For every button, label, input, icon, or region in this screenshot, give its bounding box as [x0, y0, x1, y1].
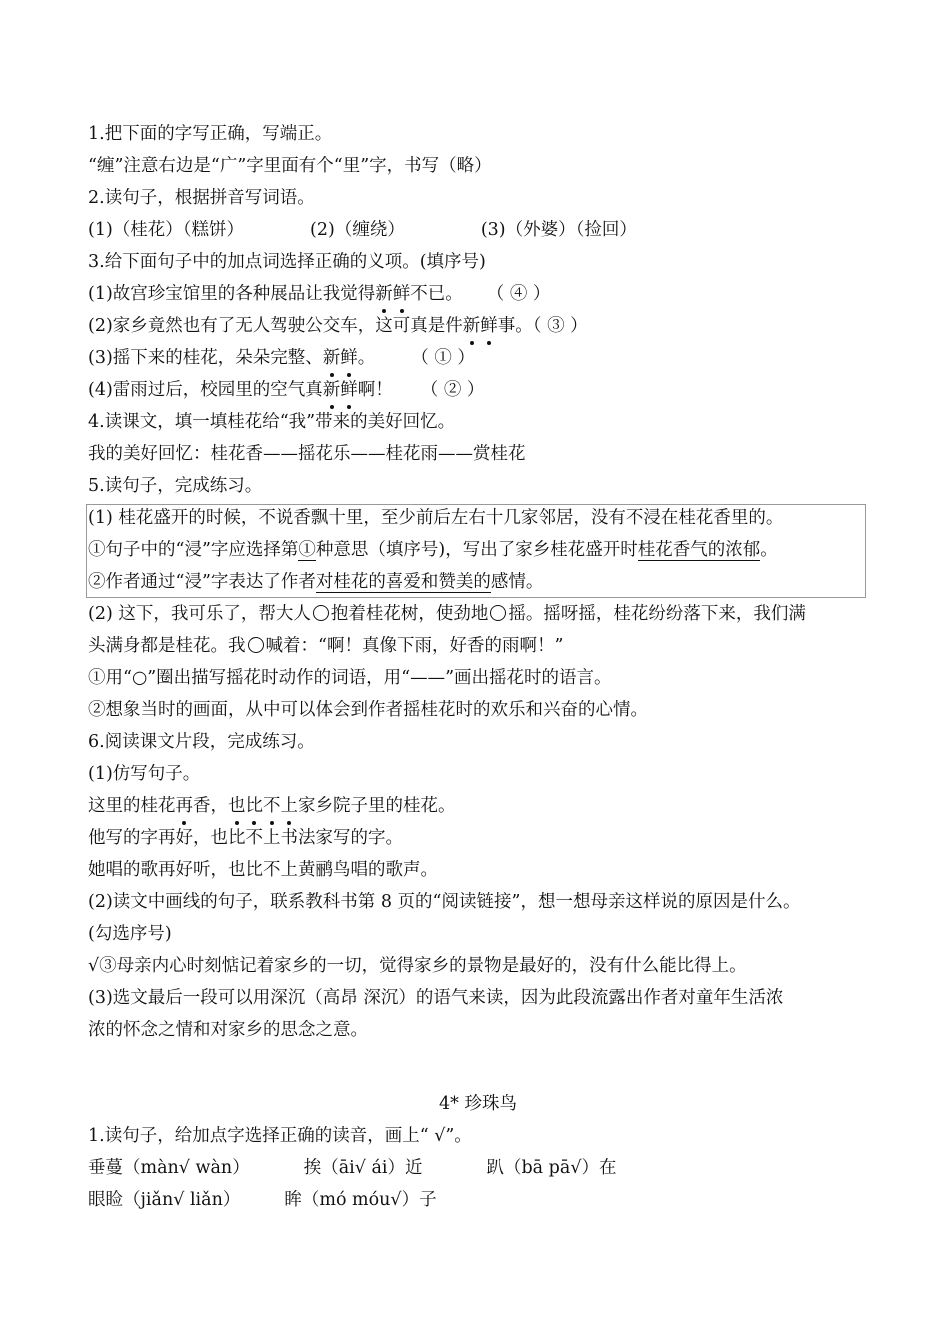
q5-part2-q1: ①用“○”圈出描写摇花时动作的词语，用“——”画出摇花时的语言。: [88, 668, 612, 688]
q3-item-2: (2)家乡竟然也有了无人驾驶公交车，这可真是件新鲜事。（ ③ ）: [88, 310, 868, 342]
q5-part1-text: (1) 桂花盛开的时候，不说香飘十里，至少前后左右十几家邻居，没有不浸在桂花香里的。: [88, 508, 784, 528]
dotted-char: 再: [176, 790, 194, 822]
q2-title: 2.读句子，根据拼音写词语。: [88, 188, 315, 208]
circle-mark-icon: [313, 605, 329, 621]
answer-underlined: 桂花香气的浓郁: [637, 540, 761, 560]
lesson-title: 4* 珍珠鸟: [439, 1094, 517, 1114]
dotted-char: 新: [323, 374, 341, 406]
q2-answer-1: (1)（桂花）（糕饼）: [88, 220, 245, 240]
q3-item-3: (3)摇下来的桂花，朵朵完整、新鲜。 （ ① ）: [88, 342, 868, 374]
answer-slot: （ ② ）: [420, 380, 485, 400]
dotted-char: 新: [323, 342, 341, 374]
q4-answer: 我的美好回忆：桂花香——摇花乐——桂花雨——赏桂花: [88, 444, 526, 464]
q6-sub2-answer: √③母亲内心时刻惦记着家乡的一切，觉得家乡的景物是最好的，没有什么能比得上。: [88, 956, 747, 976]
q6-answer-1: 他写的字再好，也比不上书法家写的字。: [88, 828, 403, 848]
circle-mark-icon: [248, 637, 264, 653]
q5-part1-box: [88, 502, 868, 598]
q5-part1-q1: ①句子中的“浸”字应选择第①种意思（填序号)，写出了家乡桂花盛开时桂花香气的浓郁。: [88, 540, 778, 560]
q6-sub1: (1)仿写句子。: [88, 764, 201, 784]
lesson-row-1: 垂蔓（màn√ wàn） 挨（āi√ ái）近 趴（bā pā√）在: [88, 1158, 617, 1178]
q5-title: 5.读句子，完成练习。: [88, 476, 263, 496]
dotted-char: 鲜: [340, 342, 358, 374]
q3-item-1: (1)故宫珍宝馆里的各种展品让我觉得新鲜不已。 （ ④ ）: [88, 278, 868, 310]
q1-title: 1.把下面的字写正确，写端正。: [88, 124, 333, 144]
dotted-char: 新: [463, 310, 481, 342]
answer-underlined: 对桂花的喜爱和赞美的: [315, 572, 491, 592]
answer-slot: （ ③ ）: [532, 316, 588, 336]
q3-item-4: (4)雷雨过后，校园里的空气真新鲜啊！ （ ② ）: [88, 374, 868, 406]
answer-slot: （ ④ ）: [486, 284, 551, 304]
q6-title: 6.阅读课文片段，完成练习。: [88, 732, 315, 752]
dotted-char: 鲜: [340, 374, 358, 406]
q5-part2-line1: (2) 这下，我可乐了，帮大人 抱着桂花树，使劲地 摇。摇呀摇，桂花纷纷落下来，我们满: [88, 604, 806, 624]
dotted-char: 比: [246, 790, 264, 822]
worksheet-page: [88, 118, 868, 1216]
lesson-row-2: 眼睑（jiǎn√ liǎn） 眸（mó móu√）子: [88, 1190, 437, 1210]
dotted-char: 也: [228, 790, 246, 822]
answer-underlined: ①: [298, 540, 316, 560]
q2-answer-3: (3)（外婆）（捡回）: [480, 220, 637, 240]
lesson-q1: 1.读句子，给加点字选择正确的读音，画上“ √”。: [88, 1126, 472, 1146]
dotted-char: 鲜: [480, 310, 498, 342]
q2-answer-2: (2)（缠绕）: [310, 220, 405, 240]
q6-example: 这里的桂花再香，也比不上家乡院子里的桂花。: [88, 790, 868, 822]
q6-sub3-cont: 浓的怀念之情和对家乡的思念之意。: [88, 1020, 368, 1040]
q5-part1-q2: ②作者通过“浸”字表达了作者对桂花的喜爱和赞美的感情。: [88, 572, 544, 592]
circle-mark-icon: [490, 605, 506, 621]
dotted-char: 鲜: [393, 278, 411, 310]
q5-part2-line2: 头满身都是桂花。我 喊着：“啊！真像下雨，好香的雨啊！”: [88, 636, 564, 656]
q6-sub2-hint: (勾选序号): [88, 924, 172, 944]
dotted-char: 新: [375, 278, 393, 310]
q1-note: “缠”注意右边是“广”字里面有个“里”字，书写（略）: [88, 156, 492, 176]
dotted-char: 上: [281, 790, 299, 822]
q4-title: 4.读课文，填一填桂花给“我”带来的美好回忆。: [88, 412, 456, 432]
q6-sub2: (2)读文中画线的句子，联系教科书第 8 页的“阅读链接”，想一想母亲这样说的原因是什么。: [88, 892, 801, 912]
q6-answer-2: 她唱的歌再好听，也比不上黄鹂鸟唱的歌声。: [88, 860, 438, 880]
q5-part2-q2: ②想象当时的画面，从中可以体会到作者摇桂花时的欢乐和兴奋的心情。: [88, 700, 648, 720]
q3-title: 3.给下面句子中的加点词选择正确的义项。(填序号): [88, 252, 486, 272]
answer-slot: （ ① ）: [411, 348, 475, 368]
q2-answers: [88, 214, 868, 246]
q6-sub3: (3)选文最后一段可以用深沉（高昂 深沉）的语气来读，因为此段流露出作者对童年生活浓: [88, 988, 784, 1008]
dotted-char: 不: [263, 790, 281, 822]
